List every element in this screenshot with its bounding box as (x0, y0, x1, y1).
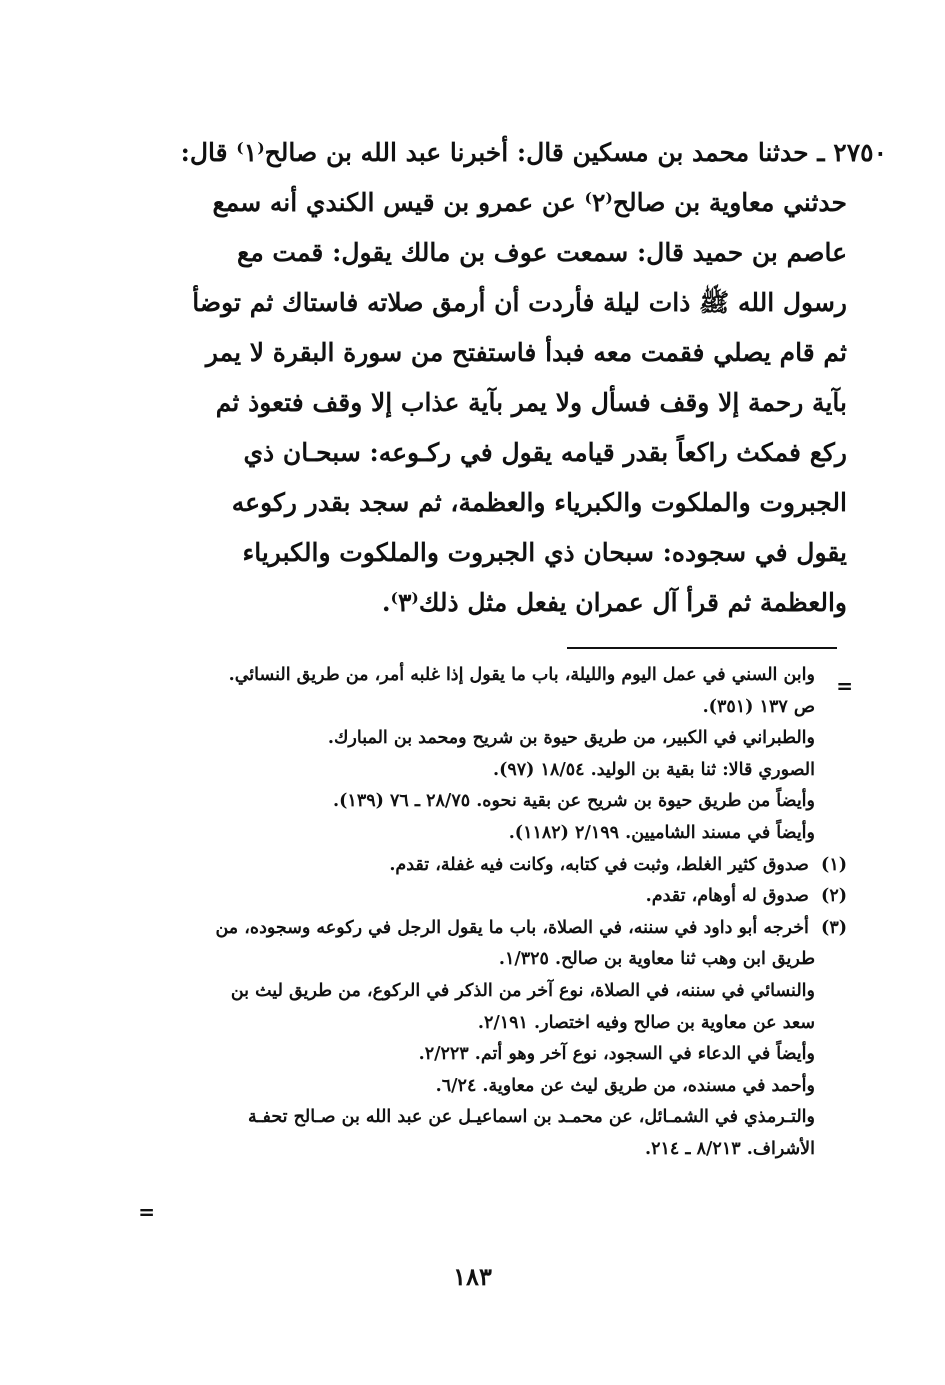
hadith-number: ٢٧٥٠ (833, 138, 887, 167)
footnote-number: (١) (821, 854, 847, 875)
footnote-3 (125, 913, 847, 945)
hadith-line: الجبروت والملكوت والكبرياء والعظمة، ثم سجد بقدر ركوعه (231, 488, 847, 517)
footnote-carryover-line: ص ١٣٧ (٣٥١). (702, 696, 815, 717)
footnote-carryover-line: وابن السني في عمل اليوم والليلة، باب ما يقول إذا غلبه أمر، من طريق النسائي. (228, 665, 815, 685)
hadith-line (147, 128, 887, 178)
hadith-line: بآية رحمة إلا وقف فسأل ولا يمر بآية عذاب إلا وقف فتعوذ ثم (215, 388, 847, 417)
hadith-line: ركع فمكث راكعاً بقدر قيامه يقول في ركـوعه: سبحـان ذي (243, 438, 847, 467)
footnote-carryover-line: والطبراني في الكبير، من طريق حيوة بن شريح ومحمد بن المبارك. (327, 728, 815, 749)
footnote-3-line: والنسائي في سننه، في الصلاة، نوع آخر من الذكر في الركوع، من طريق ليث بن (230, 980, 815, 1001)
footnote-3-line: وأيضاً في الدعاء في السجود، نوع آخر وهو أتم. ٢/٢٢٣. (418, 1044, 815, 1065)
footnote-separator (567, 647, 837, 649)
footnote-number: (٢) (821, 886, 847, 907)
footnotes (125, 660, 847, 1166)
hadith-line: عاصم بن حميد قال: سمعت عوف بن مالك يقول: قمت مع (237, 238, 847, 267)
hadith-line-text: ـ حدثنا محمد بن مسكين قال: أخبرنا عبد الله بن صالح⁽١⁾ قال: (180, 138, 825, 167)
footnote-carryover-line: وأيضاً في مسند الشاميين. ٢/١٩٩ (١١٨٢). (508, 822, 815, 843)
hadith-line: حدثني معاوية بن صالح⁽٢⁾ عن عمرو بن قيس الكندي أنه سمع (212, 188, 847, 217)
continuation-marker-top: = (836, 674, 853, 698)
footnote-carryover-line: وأيضاً من طريق حيوة بن شريح عن بقية نحوه. ٢٨/٧٥ ـ ٧٦ (١٣٩). (333, 791, 815, 812)
hadith-text (147, 128, 887, 628)
hadith-line: رسول الله ﷺ ذات ليلة فأردت أن أرمق صلاته فاستاك ثم توضأ (192, 288, 847, 317)
hadith-line: والعظمة ثم قرأ آل عمران يفعل مثل ذلك⁽٣⁾. (381, 588, 847, 617)
footnote-1 (125, 850, 847, 882)
footnote-3-line: والتـرمذي في الشمـائل، عن محمـد بن اسماعيـل عن عبد الله بن صـالح تحفـة (247, 1107, 815, 1128)
footnote-3-line: سعد عن معاوية بن صالح وفيه اختصار. ٢/١٩١. (477, 1012, 815, 1033)
footnote-text: صدوق كثير الغلط، وثبت في كتابه، وكانت فيه غفلة، تقدم. (389, 854, 809, 875)
footnote-3-line: الأشراف. ٨/٢١٣ ـ ٢١٤. (645, 1138, 815, 1159)
footnote-3-line: وأحمد في مسنده، من طريق ليث عن معاوية. ٦/٢٤. (435, 1075, 815, 1096)
footnote-2 (125, 881, 847, 913)
hadith-line: يقول في سجوده: سبحان ذي الجبروت والملكوت والكبرياء (242, 538, 847, 567)
footnote-number: (٣) (821, 917, 847, 938)
footnote-carryover-line: الصوري قالا: ثنا بقية بن الوليد. ١٨/٥٤ (٩٧). (492, 759, 815, 780)
page-number: ١٨٣ (453, 1262, 492, 1291)
footnote-3-line: طريق ابن وهب ثنا معاوية بن صالح. ١/٣٢٥. (498, 949, 815, 970)
hadith-line: ثم قام يصلي فقمت معه فبدأ فاستفتح من سورة البقرة لا يمر (205, 338, 847, 367)
continuation-marker-bottom: = (138, 1200, 155, 1224)
footnote-text: صدوق له أوهام، تقدم. (645, 886, 809, 907)
footnote-text: أخرجه أبو داود في سننه، في الصلاة، باب ما يقول الرجل في ركوعه وسجوده، من (215, 917, 809, 938)
